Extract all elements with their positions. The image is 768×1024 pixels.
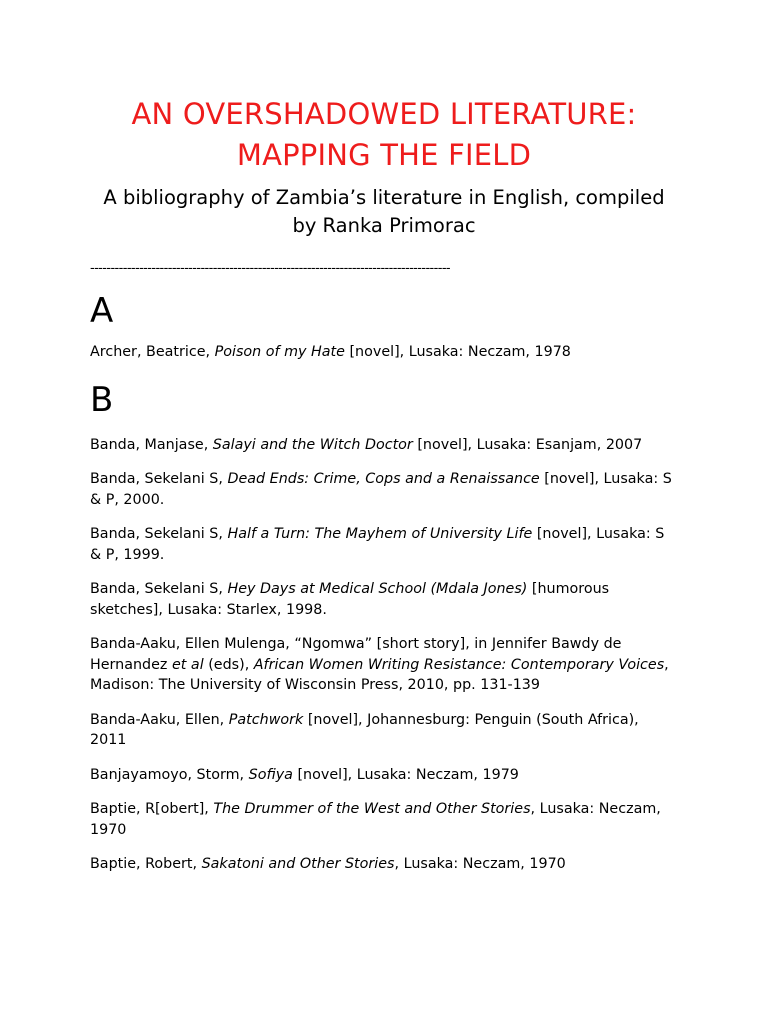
entry-text: [novel], Lusaka: S & P, 1999. bbox=[90, 526, 665, 563]
work-title: African Women Writing Resistance: Contemporary Voices bbox=[253, 656, 665, 673]
title-line-2: MAPPING THE FIELD bbox=[236, 138, 532, 172]
entry-text: [humorous sketches], Lusaka: Starlex, 1998. bbox=[90, 581, 610, 618]
bibliography bbox=[90, 291, 678, 875]
bibliography-entry bbox=[90, 524, 678, 565]
section-letter: B bbox=[90, 379, 114, 420]
bibliography-entry bbox=[90, 799, 678, 840]
bibliography-entry bbox=[90, 435, 678, 456]
entry-text: , Lusaka: Neczam, 1970 bbox=[394, 856, 566, 872]
entry-text: Baptie, R[obert], bbox=[90, 801, 214, 817]
work-title: Sakatoni and Other Stories bbox=[201, 856, 395, 872]
entry-text: Banda, Manjase, bbox=[90, 436, 213, 453]
page-subtitle bbox=[90, 184, 678, 240]
entry-text: [novel], Lusaka: Neczam, 1978 bbox=[344, 344, 571, 360]
entry-text: Banda-Aaku, Ellen Mulenga, “Ngomwa” [short story], in Jennifer Bawdy de Hernandez bbox=[90, 636, 622, 673]
work-title: Hey Days at Medical School (Mdala Jones) bbox=[227, 581, 528, 597]
bibliography-entry bbox=[90, 634, 678, 696]
entry-text: Archer, Beatrice, bbox=[90, 344, 215, 360]
work-title: Patchwork bbox=[228, 711, 304, 728]
separator-line: ---------------------------------------------------------------------------------------- bbox=[90, 261, 451, 276]
bibliography-entry bbox=[90, 342, 678, 363]
subtitle-line-2: by Ranka Primorac bbox=[292, 214, 476, 237]
bibliography-entry bbox=[90, 710, 678, 751]
work-title: Sofiya bbox=[248, 766, 293, 783]
section-letter: A bbox=[90, 291, 114, 331]
entry-text: Banda, Sekelani S, bbox=[90, 526, 228, 542]
work-title: Dead Ends: Crime, Cops and a Renaissance bbox=[227, 471, 540, 487]
entry-text: [novel], Johannesburg: Penguin (South Africa), 2011 bbox=[90, 711, 639, 748]
entry-text: (eds), bbox=[203, 656, 254, 673]
bibliography-entry bbox=[90, 469, 678, 510]
page-title bbox=[90, 0, 678, 176]
entry-list bbox=[90, 342, 678, 363]
entry-text: [novel], Lusaka: Esanjam, 2007 bbox=[412, 436, 643, 453]
title-line-1: AN OVERSHADOWED LITERATURE: bbox=[131, 97, 637, 131]
bibliography-entry bbox=[90, 579, 678, 620]
bibliography-entry bbox=[90, 765, 678, 786]
entry-text: Banda, Sekelani S, bbox=[90, 581, 228, 597]
entry-text: [novel], Lusaka: Neczam, 1979 bbox=[292, 766, 519, 783]
entry-text: Banjayamoyo, Storm, bbox=[90, 766, 249, 783]
entry-text: , Lusaka: Neczam, 1970 bbox=[90, 801, 661, 838]
section-a bbox=[90, 291, 678, 363]
entry-list bbox=[90, 435, 678, 875]
entry-text: Banda-Aaku, Ellen, bbox=[90, 711, 229, 728]
section-b bbox=[90, 380, 678, 875]
work-title: et al bbox=[171, 656, 204, 673]
subtitle-line-1: A bibliography of Zambia’s literature in English, compiled bbox=[103, 186, 665, 209]
work-title: Salayi and the Witch Doctor bbox=[212, 436, 413, 453]
entry-text: Baptie, Robert, bbox=[90, 856, 202, 872]
entry-text: , Madison: The University of Wisconsin Press, 2010, pp. 131-139 bbox=[90, 656, 669, 693]
entry-text: Banda, Sekelani S, bbox=[90, 471, 228, 487]
entry-text: [novel], Lusaka: S & P, 2000. bbox=[90, 471, 672, 508]
work-title: Poison of my Hate bbox=[214, 344, 345, 360]
bibliography-entry bbox=[90, 854, 678, 875]
work-title: The Drummer of the West and Other Stories bbox=[213, 801, 531, 817]
work-title: Half a Turn: The Mayhem of University Life bbox=[227, 526, 533, 542]
